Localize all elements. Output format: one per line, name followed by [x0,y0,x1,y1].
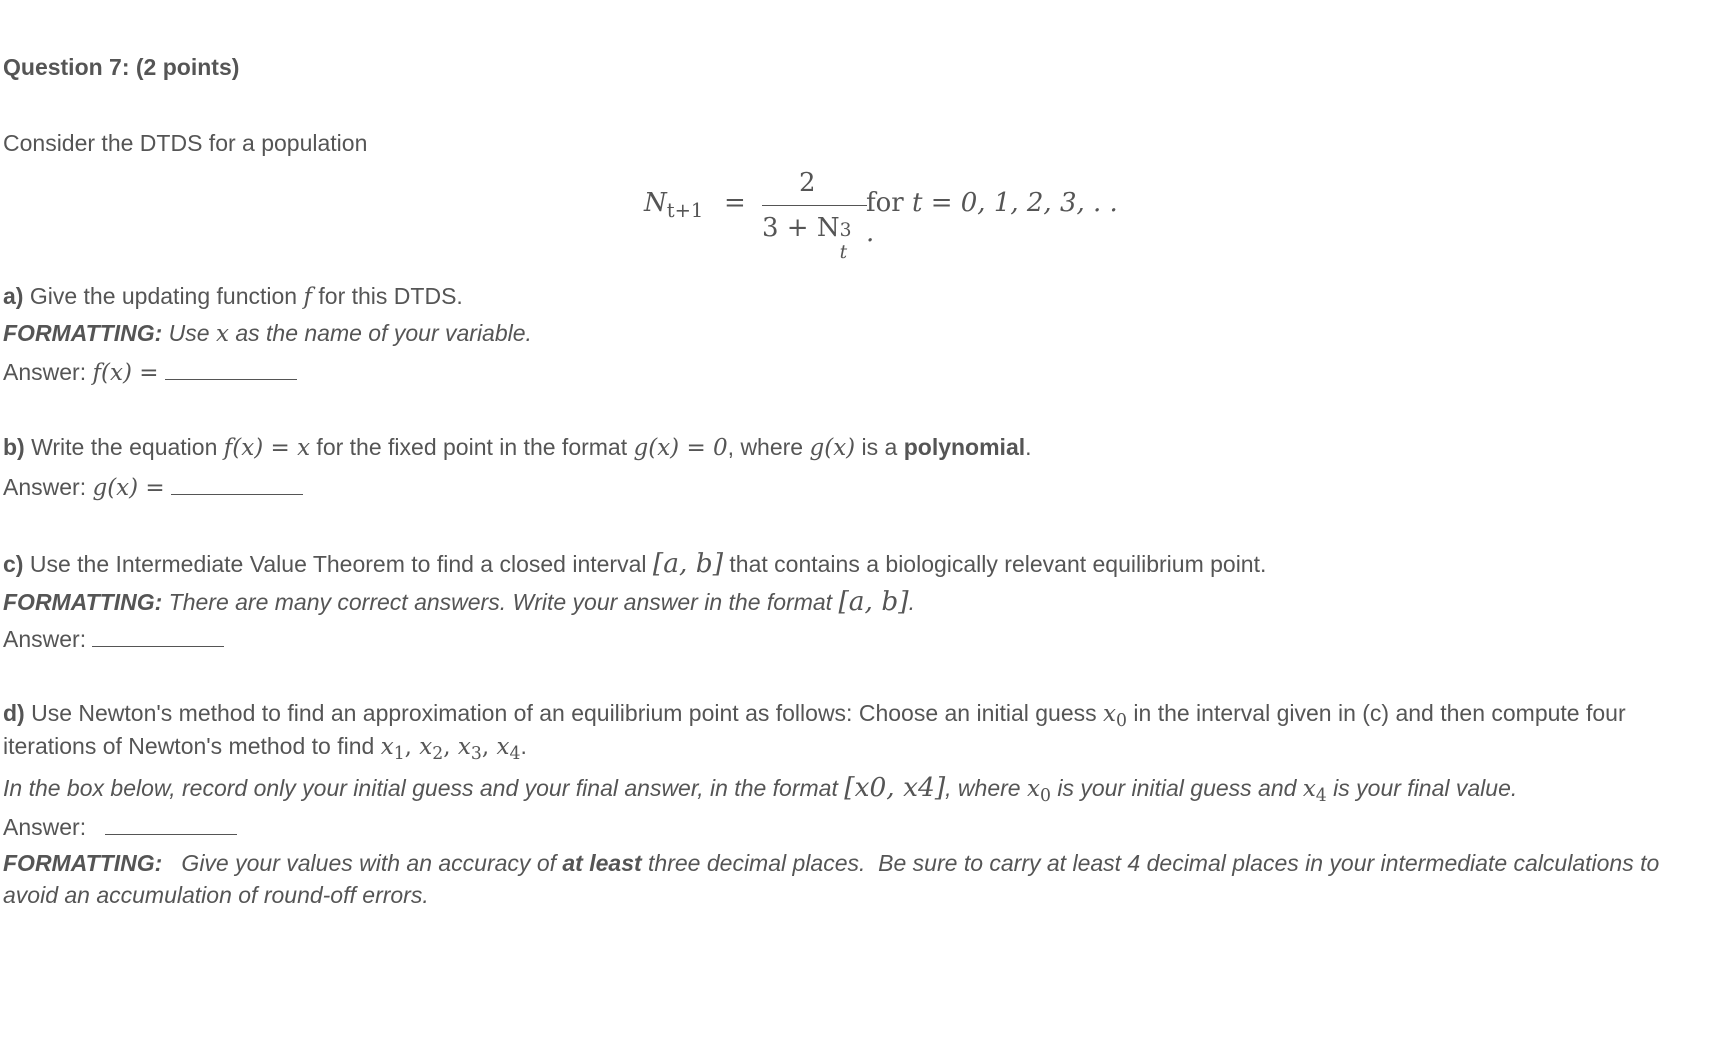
part-d-prompt-2: iterations of Newton's method to find $x_1$, $x_2$, $x_3$, $x_4$. [3,733,527,765]
formatting-var: x [215,321,229,347]
part-b-text: Write the equation [24,434,224,460]
question-title: Question 7: (2 points) [3,54,240,80]
formatting-bold: at least [562,850,642,876]
part-d-x1-sub: 1 [393,744,405,765]
intro-text: Consider the DTDS for a population [3,130,368,156]
part-a-prompt [3,283,463,310]
formatting-label: FORMATTING: [3,850,163,876]
part-b-text2: for the fixed point in the format [310,434,634,460]
part-b-answer [3,472,303,501]
part-b-label: b) [3,434,25,460]
part-d-instruction [3,772,1517,806]
answer-label: Answer: [3,474,93,500]
part-d-formatting-2: avoid an accumulation of round-off errors. [3,882,429,908]
answer-expr: g(x) = [92,475,165,501]
part-d-x4: x [496,734,510,760]
part-d-instr-x0-sub: 0 [1039,786,1051,807]
part-d-x0-sub: 0 [1116,711,1128,732]
part-a-label: a) [3,283,24,309]
answer-label: Answer: [3,814,93,840]
part-b-prompt [3,434,1032,461]
part-c-answer [3,624,224,653]
eq-den: 3 + N [762,213,840,243]
part-c-formatting [3,586,915,617]
part-b-answer-blank[interactable] [171,472,303,495]
part-b-bold: polynomial [903,434,1026,460]
formatting-label: FORMATTING: [3,320,163,346]
part-d-x4-sub: 4 [509,744,521,765]
part-d-x2-sub: 2 [432,744,444,765]
part-d-formatting [3,850,1659,877]
part-d-x3: x [457,734,471,760]
part-d-instr1: In the box below, record only your initial guess and your final answer, in the format [3,775,845,801]
part-c-text2: that contains a biologically relevant equilibrium point. [723,551,1267,577]
eq-lhs: N [644,188,667,218]
part-d-instr-x0: x [1026,776,1040,802]
part-a-answer-blank[interactable] [165,357,297,380]
part-b-text3: , where [727,434,810,460]
part-d-answer-blank[interactable] [105,812,237,835]
eq-fraction-bar [762,205,867,206]
formatting-text: Use [162,320,216,346]
part-d-instr-x4: x [1302,776,1316,802]
part-c-text: Use the Intermediate Value Theorem to find a closed interval [23,551,653,577]
part-a-f: f [303,284,312,310]
formatting-text: Give your values with an accuracy of [162,850,563,876]
part-d-x0: x [1103,701,1117,727]
part-b-text5: . [1025,434,1032,460]
formatting-text: There are many correct answers. Write your answer in the format [162,589,839,615]
eq-lhs-sub: t+1 [666,198,704,222]
answer-expr: f(x) = [92,360,159,386]
formatting-label: FORMATTING: [3,589,163,615]
part-d-text4: . [520,733,527,759]
part-d-instr2: , where [945,775,1027,801]
eq-den-sup: 3 [839,220,852,241]
part-a-text: Give the updating function [23,283,304,309]
eq-den-sub: t [839,242,848,263]
eq-numerator: 2 [799,168,816,198]
part-d-x2: x [419,734,433,760]
part-d-x1: x [380,734,394,760]
part-b-expr1: f(x) = x [223,435,311,461]
eq-equals: = [724,188,746,218]
part-b-expr3: g(x) [809,435,856,461]
formatting-interval: [a, b] [838,586,909,617]
formatting-text-end: as the name of your variable. [228,320,532,346]
part-d-label: d) [3,700,25,726]
part-d-instr-x4-sub: 4 [1315,786,1327,807]
formatting-text2: three decimal places. Be sure to carry at least 4 decimal places in your intermediate calculations to [641,850,1660,876]
part-d-text2: in the interval given in (c) and then compute four [1127,700,1626,726]
eq-for: for [866,188,904,218]
part-b-text4: is a [855,434,904,460]
answer-label: Answer: [3,359,93,385]
part-d-answer [3,812,237,841]
part-c-answer-blank[interactable] [92,624,224,647]
part-d-instr-pair: [x0, x4] [844,772,946,803]
part-a-text-end: for this DTDS. [312,283,463,309]
part-b-expr2: g(x) = 0 [633,435,728,461]
part-d-instr4: is your final value. [1326,775,1518,801]
part-a-answer [3,357,297,386]
part-d-x3-sub: 3 [470,744,482,765]
part-d-instr3: is your initial guess and [1050,775,1303,801]
part-a-formatting [3,320,532,347]
dtds-equation [644,168,1124,268]
eq-condition: t = 0, 1, 2, 3, . . . [866,188,1118,248]
answer-label: Answer: [3,626,93,652]
part-c-interval: [a, b] [652,548,724,579]
part-c-label: c) [3,551,24,577]
part-d-prompt [3,700,1626,731]
part-d-text3: iterations of Newton's method to find [3,733,381,759]
part-d-text: Use Newton's method to find an approximation of an equilibrium point as follows: Choose an initial guess [24,700,1104,726]
part-c-prompt [3,548,1266,579]
formatting-end: . [908,589,915,615]
